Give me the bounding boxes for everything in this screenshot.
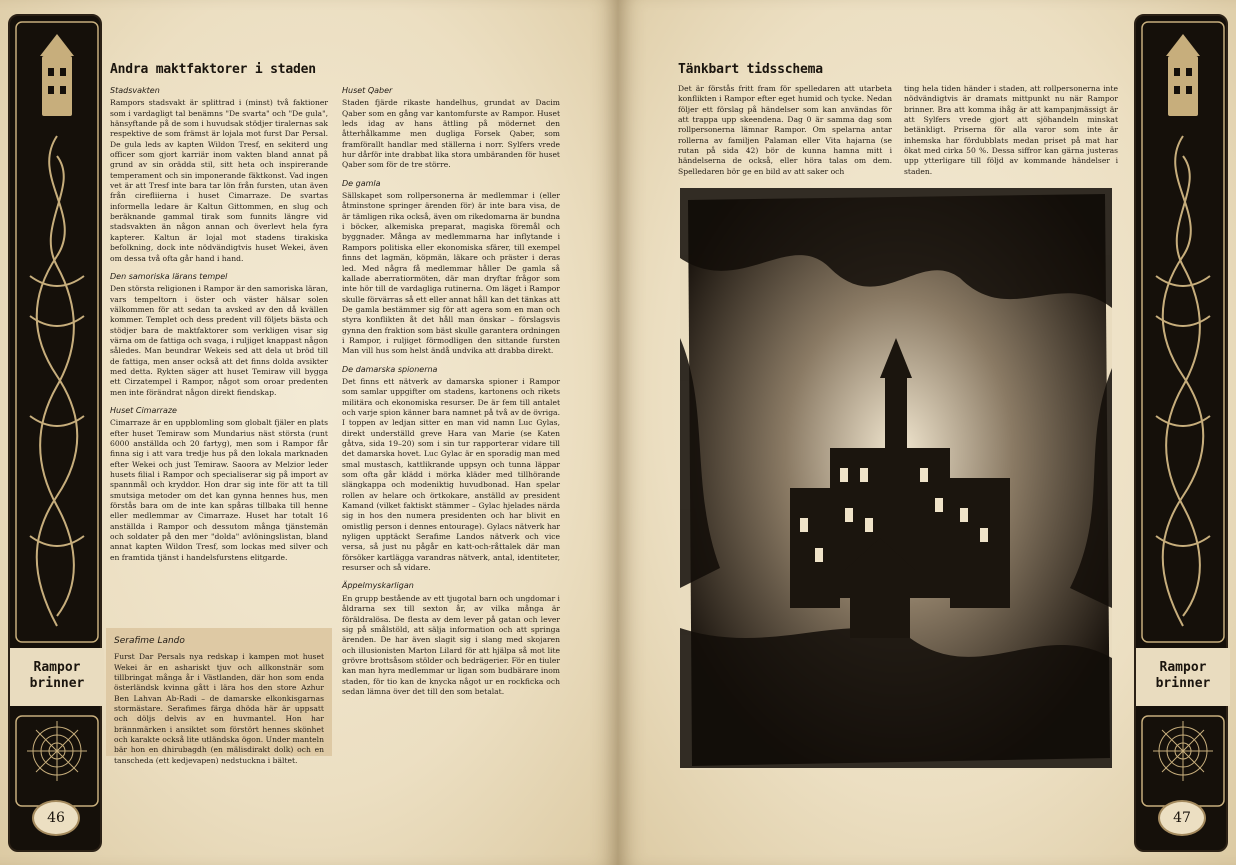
burning-city-picture	[680, 188, 1112, 770]
page-number-right: 47	[1158, 800, 1206, 836]
sidebar-caption-line2: brinner	[29, 676, 85, 691]
page-number-left: 46	[32, 800, 80, 836]
section-text: Sällskapet som rollpersonerna är medlemmar i (eller åtminstone springer ärenden för) är inte bara visa, de är tämligen rika också, även om rikedomarna är bundna i böcker, alkemiska preparat, magiska föremål och byggnader. Många av medlemmarna har inflytande i Rampors politiska eller ekonomiska sfärer, till exempel finns det lagmän, köpmän, läkare och präster i deras led. Med några få medlemmar håller De gamla så kallade aberratiormöten, där man dryftar frågor som inte hör till de vardagliga rutinerna. Om läget i Rampor skulle förvärras så ett eller annat håll kan det tänkas att De gamla bestämmer sig för att agera som en man och styra konflikten åt det håll man önskar – förslagsvis gynna den fraktion som bäst skulle garantera ordningen i Rampor, i ruljiget förmodligen den sittande fursten Man vill hus som helst ändå undvika att drabba direkt.	[342, 191, 560, 356]
section-title: De damarska spionerna	[342, 364, 438, 374]
sidebar-caption-line1: Rampor	[33, 660, 81, 675]
right-page	[618, 0, 1236, 865]
ornamental-sidebar-right	[1134, 14, 1228, 852]
section-title: Den samoriska lärans tempel	[110, 271, 228, 281]
paragraph: ting hela tiden händer i staden, att rollpersonerna inte nödvändigtvis är dramats mittpunkt nu när Rampor brinner. Bra att komma ihåg är att kampanjmässigt är att Sylfers vrede gjort att sjöhandeln minskat betänkligt. Priserna för alla varor som inte är inhemska har fördubblats medan priset på mat har ökat med cirka 50 %. Dessa siffror kan gärna justeras upp ytterligare till följd av kommande händelser i staden.	[904, 84, 1118, 176]
section-text: Cimarraze är en uppblomling som globalt fjäler en plats efter huset Temiraw som Mundarius näst största (runt 6000 anställda och 20 fartyg), men som i Rampor får finna sig i att vara tredje hus på den lokala marknaden efter Wekei och just Temiraw. Saoora av Melzior leder husets filial i Rampor och specialiserar sig på import av spannmål och kryddor. Hon drar sig inte för att ta till smutsiga metoder om det kan gynna hennes hus, men förstås bara om de inte kan spåras tillbaka till henne eller medlemmar av Cimarraze. Huset har totalt 16 anställda i Rampor och dessutom många tjänstemän och soldater på den mer "dolda" avlöningslistan, bland annat kapten Wildon Tresf, som lockas med silver och en framtida tjänst i handelsfurstens elitgarde.	[110, 418, 328, 562]
sidebar-caption-left	[10, 648, 104, 706]
column-right-1	[678, 84, 892, 177]
section-title: Stadsvakten	[110, 86, 160, 95]
page-heading-left: Andra maktfaktorer i staden	[110, 62, 316, 77]
sidebar-caption-right	[1136, 648, 1230, 706]
ornament-vines-right	[1136, 16, 1230, 854]
section-title: Huset Qaber	[342, 86, 393, 95]
section-title: De gamla	[342, 178, 381, 188]
sidebar-caption-line2: brinner	[1155, 676, 1211, 691]
column-right-2	[904, 84, 1118, 177]
section-text: En grupp bestående av ett tjugotal barn och ungdomar i åldrarna sex till sexton år, av vilka många är föräldralösa. De flesta av dem lever på gatan och lever sig på smålstöld, att sälja information och att springa ärenden. De har även slagit sig i slang med skojaren och illusionisten Marton Lilard för att hjälpa så mot lite grövre brottsåsom stölder och bedrägerier. För en tiuler kan man hyra medlemmar ur ligan som budbärare inom staden, för tio kan de knycka något ur en rockficka och sedan lämna över det till den som betalat.	[342, 593, 560, 696]
burning-city-illustration	[680, 188, 1112, 770]
section-text: Det finns ett nätverk av damarska spioner i Rampor som samlar uppgifter om stadens, kartonens och rikets militära och ekonomiska resurser. De är fem till antalet och varje spion känner bara namnet på två av de övriga. I toppen av ledjan sitter en man vid namn Luc Gylas, direkt underställd greve Hara van Marie (se Katen gåtva, sida 19–20) som i sin tur rapporterar vidare till det damarska hovet. Luc Gylac är en sporadig man med smal mustasch, kattlikrande uppsyn och tunna läppar som ofta går klädd i mörka kläder med tillhörande slängkappa och modeniktig huvudbonad. Han spelar rollen av helare och örtkokare, anställd av president Kamand (vilket faktiskt stämmer – Gylac hjelades närda sig in hos den numera presidenten och har blivit en omistlig person i dennes entourage). Gylacs nätverk har nyligen upptäckt Serafime Landos nätverk och vice versa, så just nu pågår en katt-och-råttalek där man försöker kartlägga varandras nätverk, antal, identiteter, resurser och så vidare.	[342, 376, 560, 573]
column-left-1	[110, 86, 328, 563]
section-title: Äppelmyskarligan	[342, 581, 414, 591]
section-text: Rampors stadsvakt är splittrad i (minst) två faktioner som i vardagligt tal benämns "De svarta" och "De gula", hänsyftande på de som i huvudsak stödjer tiralernas sak respektive de som främst är lojala mot furst Dar Persal. De gula leds av kapten Wildon Tresf, en sekiterd ung officer som gjort karriär inom vakten bland annat på grund av sin oräddа stil, sitt heta och inspirerande temperament och sin imponerande fäktkonst. Vad ingen vet är att Tresf inte bara tar lön från fursten, utan även från cirefliierna i huset Cimarraze. De svartas informella ledare är Kaltun Gittommen, en slug och beräknande gammal tirak som funnits längre vid stadsvakten än någon annan och överlevt hela fyra kapterer. Kaltun är lojal mot stadens tirakiska befolkning, dock inte nödvändigtvis huset Wekei, även om dessa två ofta går hand i hand.	[110, 98, 328, 263]
section-text: Den största religionen i Rampor är den samoriska läran, vars tempeltorn i öster och väster hälsar solen välkommen för att sedan ta avsked av den då kvällen kommer. Templet och dess predent vill följets bästa och stödjer bara de maktfaktorer som verkligen visar sig värna om de fattiga och svaga, i ruljiget knappast någon således. Man beundrar Wekeis sed att dela ut bröd till de fattiga, men anser också att det finns dolda avsikter med detta. Rykten säger att huset Temiraw vill bygga ett Cirzatempel i Rampor, något som oroar predenten men inte förändrat någon direkt fiendskap.	[110, 284, 328, 397]
ornamental-sidebar-left	[8, 14, 102, 852]
section-text: Staden fjärde rikaste handelhus, grundat av Dacim Qaber som en gång var kantomfurste av Rampor. Huset leds idag av hans ättling på mödernet den åtterhålkamme men dugliga Forsek Qaber, som framförallt handlar med ställerna i norr. Sylfers vrede hur dårför inte drabbat lika stora umbäranden för huset Qaber som för de tre större.	[342, 98, 560, 170]
box-text: Furst Dar Persals nya redskap i kampen mot huset Wekei är en ashariskt tjuv och allkonstnär som tillbringat många år i Västlanden, där hon som enda österländsk kvinna gått i lära hos den store Azhur Ben Lahvan Ab-Radi – de damarske elkonkisgarnas stormästare. Serafimes färga dhöda här är uppsatt och döljs delvis av en huvmantel. Hon har brännmärken i ansiktet som förstört hennes skönhet och karakte också lite utländska ögon. Under manteln bär hon en dhirubagdh (en mälisdirakt dolk) och en tanscheda (ett kedjevapen) nedstuckna i bältet.	[114, 652, 324, 765]
page-heading-right: Tänkbart tidsschema	[678, 62, 823, 77]
section-title: Huset Cimarraze	[110, 405, 177, 415]
sidebar-box-serafime	[106, 628, 332, 765]
paragraph: Det är förstås fritt fram för spelledaren att utarbeta konflikten i Rampor efter eget humid och tycke. Nedan följer ett förslag på händelser som kan användas för att trappa upp skeendena. Dag 0 är samma dag som rollpersonerna lämnar Rampor. Om spelarna antar rollerna av familjen Palaman eller Vita hajarna (se rutan på sida 42) bör de kunna hamna mitt i händelserna de också, eller höra talas om dem. Spelledaren bör ge en bild av att saker och	[678, 84, 892, 176]
box-title: Serafime Lando	[114, 636, 185, 646]
sidebar-caption-line1: Rampor	[1159, 660, 1207, 675]
column-left-2	[342, 86, 560, 697]
ornament-vines-left	[10, 16, 104, 854]
